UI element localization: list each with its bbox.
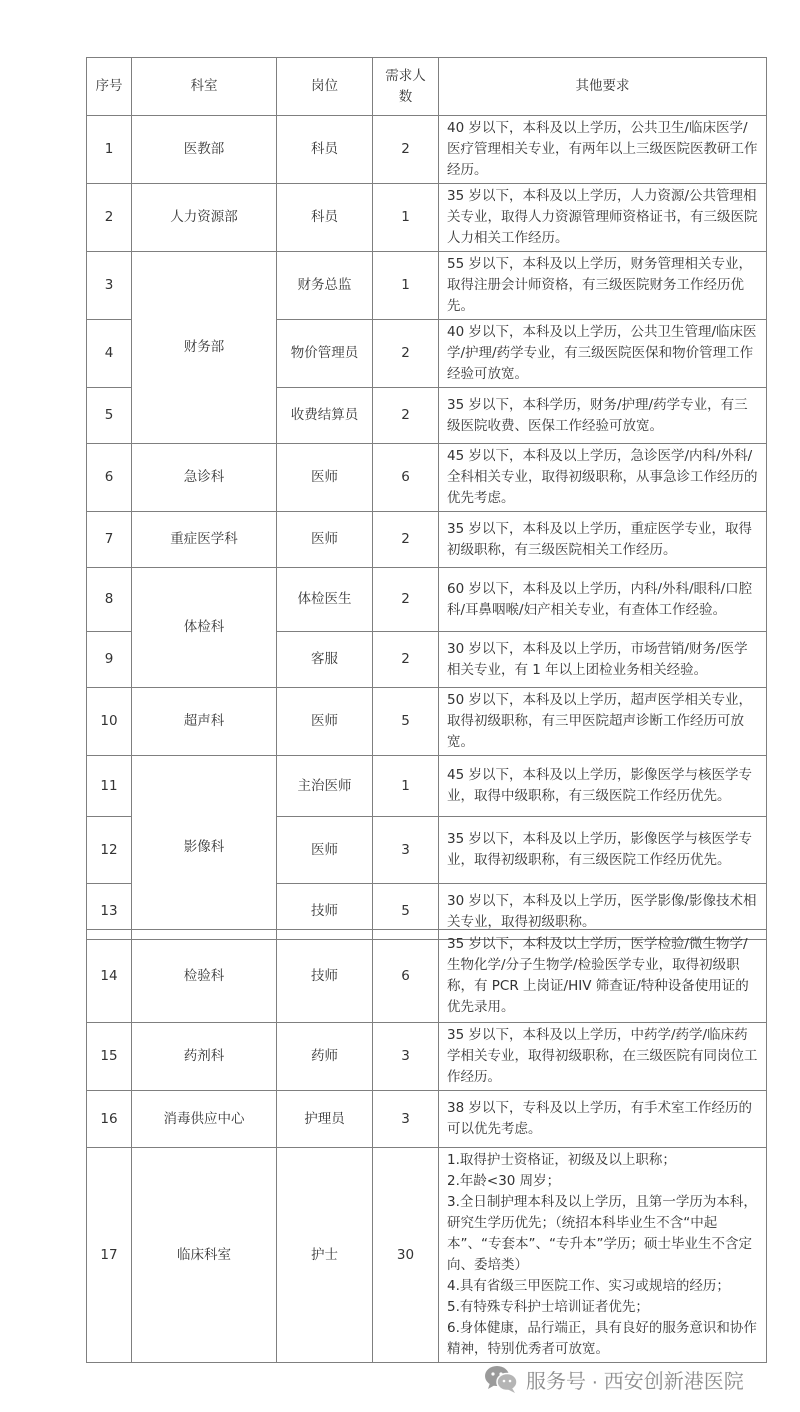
row-count: 1 (373, 184, 439, 252)
row-post: 财务总监 (277, 252, 373, 320)
requirement-line: 6.身体健康，品行端正，具有良好的服务意识和协作精神，特别优秀者可放宽。 (447, 1320, 757, 1357)
row-seq: 4 (87, 320, 132, 388)
row-dept: 药剂科 (132, 1023, 277, 1091)
row-seq: 17 (87, 1148, 132, 1363)
row-requirements: 45 岁以下，本科及以上学历，急诊医学/内科/外科/全科相关专业，取得初级职称，从事急诊工作经历的优先考虑。 (439, 444, 767, 512)
row-seq: 8 (87, 568, 132, 632)
row-post: 主治医师 (277, 756, 373, 817)
row-requirements: 45 岁以下，本科及以上学历，影像医学与核医学专业，取得中级职称，有三级医院工作经历优先。 (439, 756, 767, 817)
row-seq: 7 (87, 512, 132, 568)
table-row (87, 1091, 767, 1148)
row-count: 2 (373, 632, 439, 688)
row-post: 科员 (277, 116, 373, 184)
requirement-line: 1.取得护士资格证，初级及以上职称； (447, 1152, 676, 1168)
row-seq: 9 (87, 632, 132, 688)
row-dept: 临床科室 (132, 1148, 277, 1363)
table-row (87, 444, 767, 512)
row-post: 医师 (277, 688, 373, 756)
table-row (87, 184, 767, 252)
row-dept: 检验科 (132, 930, 277, 1023)
row-post: 医师 (277, 444, 373, 512)
row-seq: 14 (87, 930, 132, 1023)
row-seq: 11 (87, 756, 132, 817)
table-row (87, 1023, 767, 1091)
table-row (87, 568, 767, 632)
row-count: 1 (373, 756, 439, 817)
row-count: 2 (373, 116, 439, 184)
watermark-text: 服务号 · 西安创新港医院 (526, 1370, 744, 1393)
header-dept: 科室 (132, 58, 277, 116)
row-dept: 财务部 (132, 252, 277, 444)
row-seq: 3 (87, 252, 132, 320)
row-count: 3 (373, 817, 439, 884)
row-count: 2 (373, 388, 439, 444)
header-post: 岗位 (277, 58, 373, 116)
row-seq: 15 (87, 1023, 132, 1091)
requirement-line: 4.具有省级三甲医院工作、实习或规培的经历； (447, 1278, 730, 1294)
row-seq: 1 (87, 116, 132, 184)
row-count: 2 (373, 320, 439, 388)
row-post: 医师 (277, 817, 373, 884)
row-post: 收费结算员 (277, 388, 373, 444)
row-requirements: 35 岁以下，本科及以上学历，重症医学专业，取得初级职称，有三级医院相关工作经历。 (439, 512, 767, 568)
row-dept: 人力资源部 (132, 184, 277, 252)
row-post: 护士 (277, 1148, 373, 1363)
row-count: 5 (373, 884, 439, 940)
row-dept: 重症医学科 (132, 512, 277, 568)
table-header-row (87, 58, 767, 116)
row-dept: 超声科 (132, 688, 277, 756)
row-dept: 影像科 (132, 756, 277, 940)
table-row (87, 252, 767, 320)
row-count: 2 (373, 512, 439, 568)
row-requirements: 38 岁以下，专科及以上学历，有手术室工作经历的可以优先考虑。 (439, 1091, 767, 1148)
recruitment-table-page-2 (86, 929, 767, 1363)
row-count: 3 (373, 1091, 439, 1148)
row-dept: 体检科 (132, 568, 277, 688)
row-seq: 2 (87, 184, 132, 252)
row-count: 1 (373, 252, 439, 320)
row-requirements: 35 岁以下，本科学历，财务/护理/药学专业，有三级医院收费、医保工作经验可放宽。 (439, 388, 767, 444)
row-requirements: 30 岁以下，本科及以上学历，市场营销/财务/医学相关专业，有 1 年以上团检业务相关经验。 (439, 632, 767, 688)
row-seq: 16 (87, 1091, 132, 1148)
row-seq: 13 (87, 884, 132, 940)
row-post: 护理员 (277, 1091, 373, 1148)
requirement-line: 2.年龄<30 周岁； (447, 1173, 561, 1189)
recruitment-table-page-1 (86, 57, 767, 940)
table-row (87, 930, 767, 1023)
row-seq: 5 (87, 388, 132, 444)
row-post: 科员 (277, 184, 373, 252)
watermark (484, 1364, 744, 1394)
row-seq: 12 (87, 817, 132, 884)
row-post: 药师 (277, 1023, 373, 1091)
row-requirements (439, 1148, 767, 1363)
table-row (87, 116, 767, 184)
row-count: 6 (373, 930, 439, 1023)
header-count: 需求人数 (373, 58, 439, 116)
row-post: 客服 (277, 632, 373, 688)
row-count: 6 (373, 444, 439, 512)
row-seq: 10 (87, 688, 132, 756)
wechat-icon (484, 1364, 518, 1394)
row-requirements: 55 岁以下，本科及以上学历，财务管理相关专业，取得注册会计师资格，有三级医院财务工作经历优先。 (439, 252, 767, 320)
row-post: 物价管理员 (277, 320, 373, 388)
row-count: 3 (373, 1023, 439, 1091)
row-post: 体检医生 (277, 568, 373, 632)
row-dept: 医教部 (132, 116, 277, 184)
table-row (87, 688, 767, 756)
row-requirements: 50 岁以下，本科及以上学历，超声医学相关专业，取得初级职称，有三甲医院超声诊断工作经历可放宽。 (439, 688, 767, 756)
row-count: 5 (373, 688, 439, 756)
row-requirements: 30 岁以下，本科及以上学历，医学影像/影像技术相关专业，取得初级职称。 (439, 884, 767, 940)
row-requirements: 35 岁以下，本科及以上学历，医学检验/微生物学/生物化学/分子生物学/检验医学专业，取得初级职称，有 PCR 上岗证/HIV 筛查证/特种设备使用证的优先录用。 (439, 930, 767, 1023)
row-requirements: 35 岁以下，本科及以上学历，人力资源/公共管理相关专业，取得人力资源管理师资格证书，有三级医院人力相关工作经历。 (439, 184, 767, 252)
header-seq: 序号 (87, 58, 132, 116)
table-row (87, 512, 767, 568)
table-row (87, 756, 767, 817)
requirement-line: 5.有特殊专科护士培训证者优先； (447, 1299, 649, 1315)
table-row (87, 1148, 767, 1363)
row-dept: 消毒供应中心 (132, 1091, 277, 1148)
row-seq: 6 (87, 444, 132, 512)
row-requirements: 40 岁以下，本科及以上学历，公共卫生管理/临床医学/护理/药学专业，有三级医院医保和物价管理工作经验可放宽。 (439, 320, 767, 388)
header-requirements: 其他要求 (439, 58, 767, 116)
row-dept: 急诊科 (132, 444, 277, 512)
requirement-line: 3.全日制护理本科及以上学历，且第一学历为本科，研究生学历优先；（统招本科毕业生不含“中起本”、“专套本”、“专升本”学历；硕士毕业生不含定向、委培类） (447, 1194, 757, 1273)
row-post: 技师 (277, 884, 373, 940)
row-requirements: 35 岁以下，本科及以上学历，影像医学与核医学专业，取得初级职称，有三级医院工作经历优先。 (439, 817, 767, 884)
row-count: 2 (373, 568, 439, 632)
row-post: 技师 (277, 930, 373, 1023)
row-post: 医师 (277, 512, 373, 568)
row-count: 30 (373, 1148, 439, 1363)
row-requirements: 40 岁以下，本科及以上学历，公共卫生/临床医学/医疗管理相关专业，有两年以上三级医院医教研工作经历。 (439, 116, 767, 184)
row-requirements: 35 岁以下，本科及以上学历，中药学/药学/临床药学相关专业，取得初级职称，在三级医院有同岗位工作经历。 (439, 1023, 767, 1091)
row-requirements: 60 岁以下，本科及以上学历，内科/外科/眼科/口腔科/耳鼻咽喉/妇产相关专业，有查体工作经验。 (439, 568, 767, 632)
